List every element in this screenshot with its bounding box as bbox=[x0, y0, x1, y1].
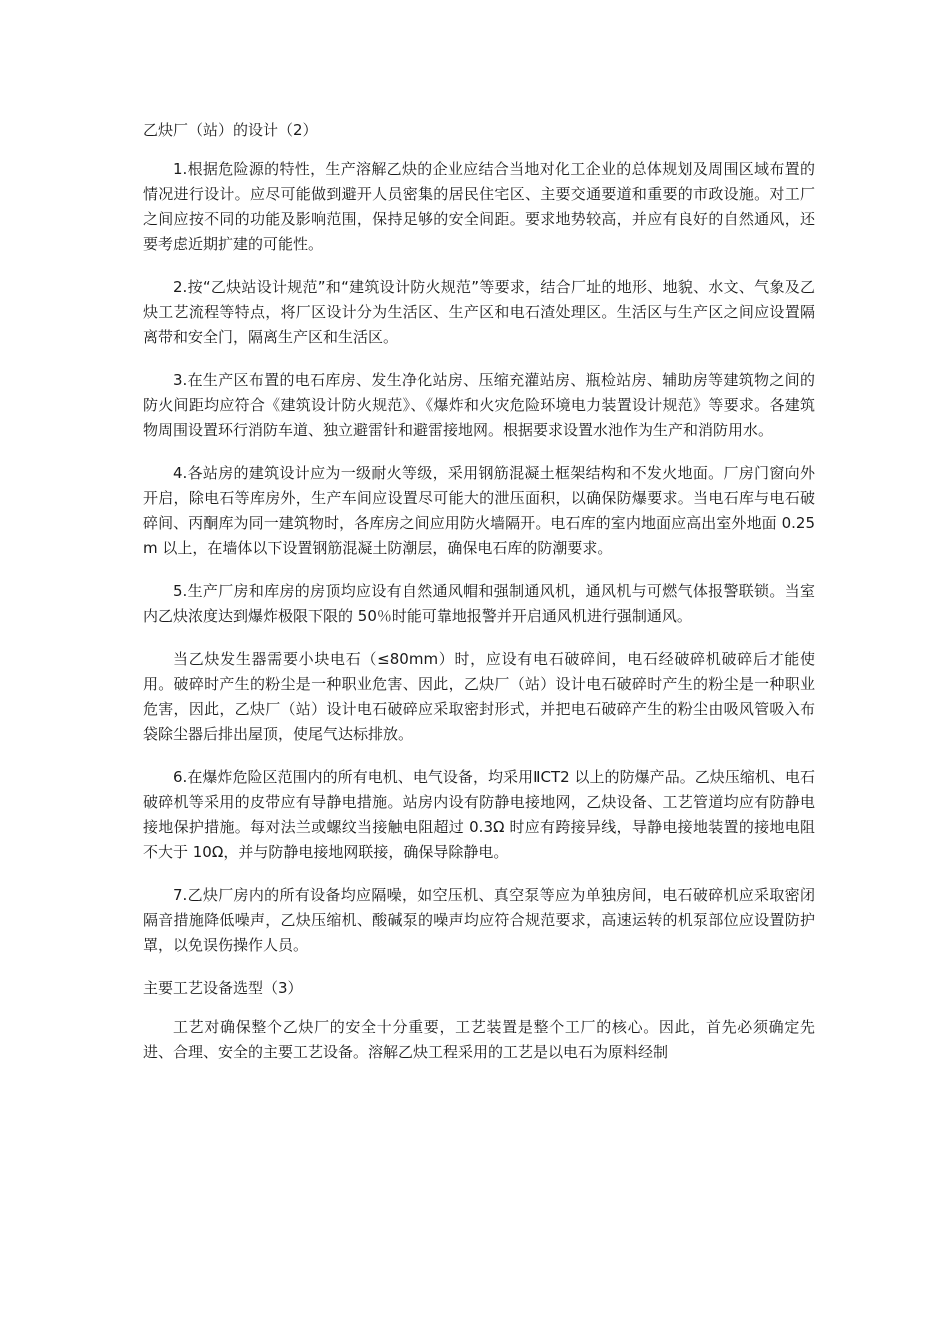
paragraph-3: 3.在生产区布置的电石库房、发生净化站房、压缩充灌站房、瓶检站房、辅助房等建筑物之间的防火间距均应符合《建筑设计防火规范》、《爆炸和火灾危险环境电力装置设计规范》等要求。各建筑物周围设置环行消防车道、独立避雷针和避雷接地网。根据要求设置水池作为生产和消防用水。 bbox=[143, 371, 815, 439]
paragraph-crusher: 当乙炔发生器需要小块电石（≤80mm）时，应设有电石破碎间，电石经破碎机破碎后才能使用。破碎时产生的粉尘是一种职业危害、因此，乙炔厂（站）设计电石破碎时产生的粉尘是一种职业危害，因此，乙炔厂（站）设计电石破碎应采取密封形式，并把电石破碎产生的粉尘由吸风管吸入布袋除尘器后排出屋顶，使尾气达标排放。 bbox=[143, 650, 815, 743]
paragraph-process: 工艺对确保整个乙炔厂的安全十分重要，工艺装置是整个工厂的核心。因此，首先必须确定先进、合理、安全的主要工艺设备。溶解乙炔工程采用的工艺是以电石为原料经制 bbox=[143, 1018, 815, 1061]
paragraph-5: 5.生产厂房和库房的房顶均应设有自然通风帽和强制通风机，通风机与可燃气体报警联锁。当室内乙炔浓度达到爆炸极限下限的 50％时能可靠地报警并开启通风机进行强制通风。 bbox=[143, 582, 815, 625]
paragraph-4: 4.各站房的建筑设计应为一级耐火等级，采用钢筋混凝土框架结构和不发火地面。厂房门窗向外开启，除电石等库房外，生产车间应设置尽可能大的泄压面积，以确保防爆要求。当电石库与电石破碎间、丙酮库为同一建筑物时，各库房之间应用防火墙隔开。电石库的室内地面应高出室外地面 0.25m 以上，在墙体以下设置钢筋混凝土防潮层，确保电石库的防潮要求。 bbox=[143, 464, 815, 557]
paragraph-6: 6.在爆炸危险区范围内的所有电机、电气设备，均采用ⅡCT2 以上的防爆产品。乙炔压缩机、电石破碎机等采用的皮带应有导静电措施。站房内设有防静电接地网，乙炔设备、工艺管道均应有防静电接地保护措施。每对法兰或螺纹当接触电阻超过 0.3Ω 时应有跨接异线，导静电接地装置的接地电阻不大于 10Ω，并与防静电接地网联接，确保导除静电。 bbox=[143, 768, 815, 861]
document-body bbox=[143, 118, 815, 1065]
paragraph-1: 1.根据危险源的特性，生产溶解乙炔的企业应结合当地对化工企业的总体规划及周围区域布置的情况进行设计。应尽可能做到避开人员密集的居民住宅区、主要交通要道和重要的市政设施。对工厂之间应按不同的功能及影响范围，保持足够的安全间距。要求地势较高，并应有良好的自然通风，还要考虑近期扩建的可能性。 bbox=[143, 160, 815, 253]
paragraph-7: 7.乙炔厂房内的所有设备均应隔噪，如空压机、真空泵等应为单独房间，电石破碎机应采取密闭隔音措施降低噪声，乙炔压缩机、酸碱泵的噪声均应符合规范要求，高速运转的机泵部位应设置防护罩，以免误伤操作人员。 bbox=[143, 886, 815, 954]
section-heading-design: 乙炔厂（站）的设计（2） bbox=[143, 121, 318, 139]
paragraph-2: 2.按“乙炔站设计规范”和“建筑设计防火规范”等要求，结合厂址的地形、地貌、水文、气象及乙炔工艺流程等特点，将厂区设计分为生活区、生产区和电石渣处理区。生活区与生产区之间应设置隔离带和安全门，隔离生产区和生活区。 bbox=[143, 278, 815, 346]
section-heading-equipment: 主要工艺设备选型（3） bbox=[143, 979, 303, 997]
